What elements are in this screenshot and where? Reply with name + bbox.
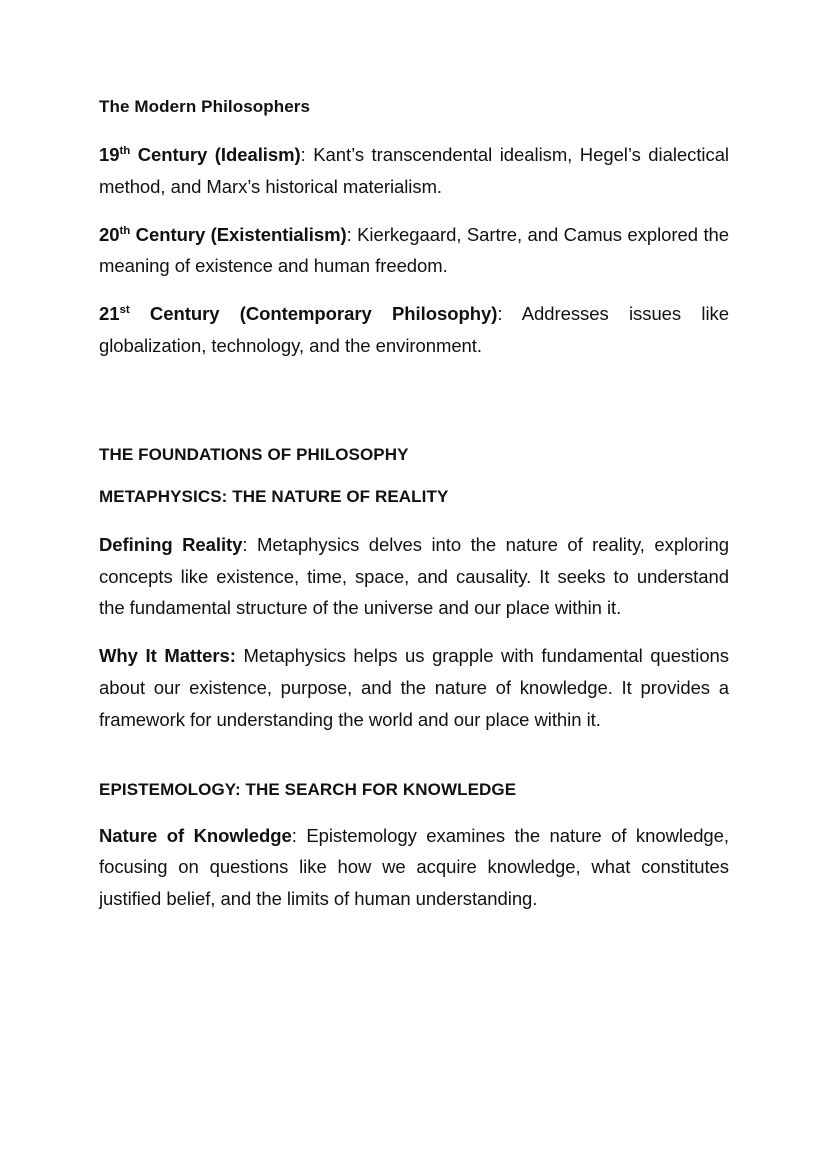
- lead-separator: :: [291, 824, 307, 846]
- paragraph-body: Metaphysics helps us grapple with fundamental questions about our existence, purpose, and the nature of knowledge. It provides a framework for understanding the world and our place within it.: [99, 645, 729, 730]
- ordinal-suffix: st: [119, 304, 130, 317]
- paragraph-body: Kierkegaard, Sartre, and Camus explored the meaning of existence and human freedom.: [99, 223, 730, 277]
- paragraph-lead: [99, 224, 347, 245]
- lead-separator: :: [497, 303, 522, 325]
- document-content: [99, 96, 729, 915]
- page-title: The Modern Philosophers: [99, 97, 311, 116]
- paragraph-body: Metaphysics delves into the nature of reality, exploring concepts like existence, time, space, and causality. It seeks to understand the fundamental structure of the universe and our place within it.: [99, 533, 730, 619]
- subheading-metaphysics: METAPHYSICS: THE NATURE OF REALITY: [99, 486, 449, 506]
- section-epistemology: [99, 780, 729, 915]
- paragraph-nature-of-knowledge: [99, 820, 729, 915]
- paragraph-20th-century: [99, 219, 729, 283]
- lead-number: 21: [99, 303, 120, 325]
- lead-text: Century (Existentialism): [130, 223, 347, 245]
- paragraph-lead: [99, 303, 497, 324]
- section-spacer: [99, 736, 729, 780]
- section-foundations: [99, 444, 729, 736]
- lead-separator: [236, 645, 244, 666]
- paragraph-body: Addresses issues like globalization, technology, and the environment.: [99, 303, 729, 356]
- subheading-epistemology: EPISTEMOLOGY: THE SEARCH FOR KNOWLEDGE: [99, 779, 517, 799]
- paragraph-lead: [99, 144, 301, 165]
- section-modern-philosophers: [99, 96, 729, 362]
- paragraph-21st-century: [99, 298, 729, 362]
- section-spacer: [99, 362, 729, 444]
- heading-foundations: THE FOUNDATIONS OF PHILOSOPHY: [99, 444, 409, 464]
- paragraph-body: Kant’s transcendental idealism, Hegel’s dialectical method, and Marx’s historical materialism.: [99, 143, 729, 197]
- paragraph-lead: Defining Reality: [99, 533, 243, 555]
- paragraph-19th-century: [99, 139, 729, 203]
- lead-text: Century (Idealism): [130, 143, 301, 165]
- lead-separator: :: [346, 223, 358, 245]
- paragraph-defining-reality: [99, 529, 729, 624]
- paragraph-lead: Why It Matters:: [99, 645, 236, 667]
- paragraph-lead: Nature of Knowledge: [99, 824, 292, 846]
- lead-text: Century (Contemporary Philosophy): [129, 303, 498, 325]
- lead-number: 20: [99, 223, 120, 245]
- lead-number: 19: [99, 143, 120, 165]
- ordinal-suffix: th: [119, 224, 131, 237]
- paragraph-body: Epistemology examines the nature of knowledge, focusing on questions like how we acquire knowledge, what constitutes justified belief, and the limits of human understanding.: [99, 824, 729, 910]
- lead-separator: :: [300, 143, 314, 165]
- paragraph-why-it-matters: [99, 640, 729, 735]
- ordinal-suffix: th: [119, 144, 131, 157]
- lead-separator: :: [242, 533, 258, 555]
